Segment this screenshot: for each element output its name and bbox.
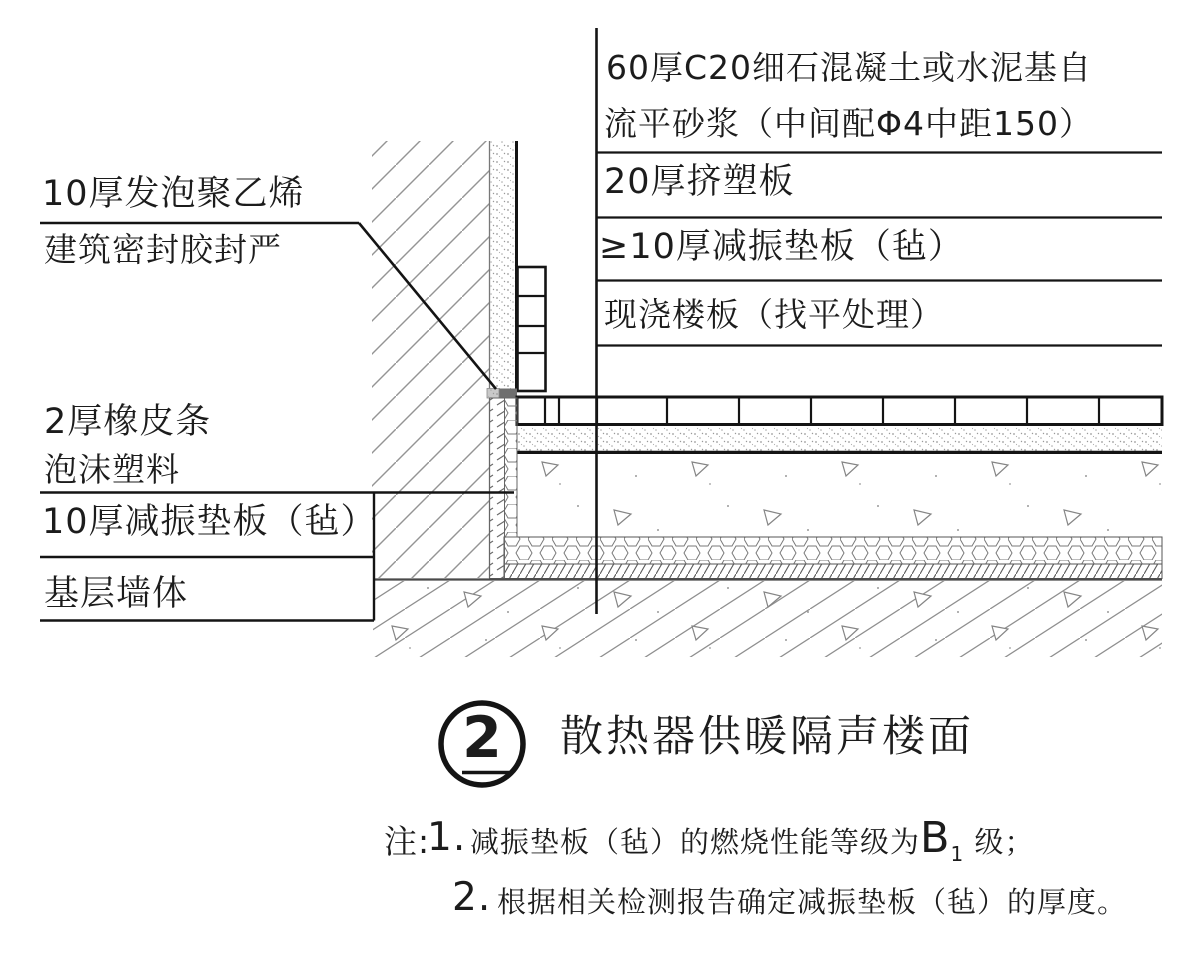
leveling-mortar-layer bbox=[517, 427, 1162, 453]
xps-board-layer bbox=[504, 537, 1162, 564]
damping-pad-layer bbox=[504, 564, 1162, 579]
label-screed-line1: 60厚C20细石混凝土或水泥基自 bbox=[606, 48, 1093, 87]
concrete-screed-layer bbox=[517, 454, 1162, 537]
label-foam-plastic: 泡沫塑料 bbox=[44, 450, 180, 489]
note1-number: 1. bbox=[427, 815, 467, 860]
label-foam-pe: 10厚发泡聚乙烯 bbox=[42, 174, 305, 214]
label-screed-line2: 流平砂浆（中间配Φ4中距150） bbox=[604, 104, 1093, 143]
wall-plaster-strip bbox=[491, 141, 516, 389]
label-damping-pad-left: 10厚减振垫板（毡） bbox=[42, 502, 377, 542]
note1-grade-subscript: 1 bbox=[950, 842, 965, 866]
vertical-damping-strip bbox=[490, 398, 505, 579]
floor-layers bbox=[373, 397, 1162, 657]
label-xps-board: 20厚挤塑板 bbox=[604, 162, 795, 202]
floor-finish-blocks bbox=[517, 397, 1162, 425]
vertical-foam-strip bbox=[505, 398, 518, 537]
detail-title: 散热器供暖隔声楼面 bbox=[560, 712, 974, 762]
label-slab: 现浇楼板（找平处理） bbox=[604, 295, 944, 334]
skirting-blocks bbox=[518, 267, 546, 391]
note2-text: 根据相关检测报告确定减振垫板（毡）的厚度。 bbox=[497, 885, 1128, 919]
label-base-wall: 基层墙体 bbox=[44, 574, 189, 614]
note1-text bbox=[470, 813, 1035, 866]
label-sealant: 建筑密封胶封严 bbox=[44, 230, 282, 269]
label-damping-pad-right: ≥10厚减振垫板（毡） bbox=[599, 227, 964, 267]
note1-text-pre: 减振垫板（毡）的燃烧性能等级为 bbox=[470, 825, 921, 859]
note1-text-post: 级； bbox=[974, 825, 1035, 859]
cast-in-place-slab bbox=[373, 580, 1162, 658]
note1-grade-letter: B bbox=[920, 813, 951, 863]
label-rubber-strip: 2厚橡皮条 bbox=[44, 402, 212, 442]
detail-number: 2 bbox=[462, 705, 502, 771]
notes-prefix: 注: bbox=[384, 822, 431, 861]
note2-number: 2. bbox=[452, 875, 492, 920]
rubber-strip-detail bbox=[487, 389, 517, 399]
